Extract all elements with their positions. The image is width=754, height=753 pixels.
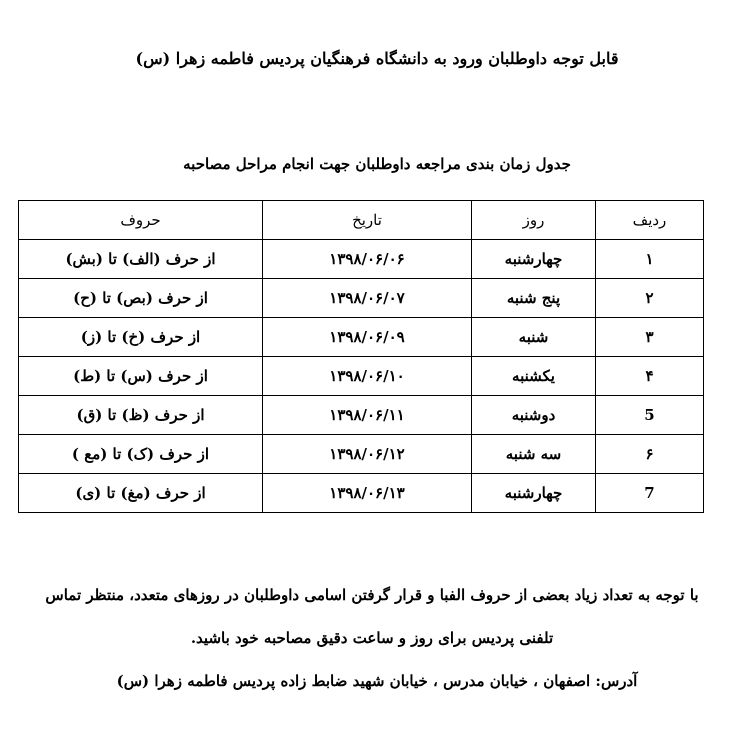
table-row [19, 318, 704, 357]
table-header-row [19, 201, 704, 240]
cell-rooz: چهارشنبه [472, 240, 596, 279]
cell-tarikh: ۱۳۹۸/۰۶/۱۳ [263, 474, 472, 513]
column-header-tarikh: تاریخ [263, 201, 472, 240]
column-header-rooz: روز [472, 201, 596, 240]
cell-rooz: سه شنبه [472, 435, 596, 474]
cell-tarikh: ۱۳۹۸/۰۶/۰۹ [263, 318, 472, 357]
cell-radif: ۴ [596, 357, 704, 396]
cell-rooz: دوشنبه [472, 396, 596, 435]
cell-rooz: پنج شنبه [472, 279, 596, 318]
cell-horoof: از حرف (بص) تا (ح) [19, 279, 263, 318]
cell-tarikh: ۱۳۹۸/۰۶/۰۷ [263, 279, 472, 318]
cell-tarikh: ۱۳۹۸/۰۶/۱۰ [263, 357, 472, 396]
table-row [19, 240, 704, 279]
cell-radif: ۱ [596, 240, 704, 279]
cell-tarikh: ۱۳۹۸/۰۶/۱۲ [263, 435, 472, 474]
cell-radif: 5 [596, 396, 704, 435]
cell-radif: 7 [596, 474, 704, 513]
cell-horoof: از حرف (خ) تا (ز) [19, 318, 263, 357]
cell-radif: ۶ [596, 435, 704, 474]
cell-horoof: از حرف (الف) تا (بش) [19, 240, 263, 279]
address-line: آدرس: اصفهان ، خیابان مدرس ، خیابان شهید ضابط زاده پردیس فاطمه زهرا (س) [116, 672, 638, 690]
cell-rooz: یکشنبه [472, 357, 596, 396]
table-row [19, 279, 704, 318]
cell-rooz: شنبه [472, 318, 596, 357]
table-caption: جدول زمان بندی مراجعه داوطلبان جهت انجام مراحل مصاحبه [183, 155, 571, 173]
cell-rooz: چهارشنبه [472, 474, 596, 513]
cell-radif: ۳ [596, 318, 704, 357]
page-heading: قابل توجه داوطلبان ورود به دانشگاه فرهنگیان پردیس فاطمه زهرا (س) [135, 49, 619, 68]
note-paragraph: با توجه به تعداد زیاد بعضی از حروف الفبا و قرار گرفتن اسامی داوطلبان در روزهای متعدد، منتظر تماس تلفنی پردیس برای روز و ساعت دقیق مصاحبه خود باشید. [45, 586, 699, 647]
cell-horoof: از حرف (س) تا (ط) [19, 357, 263, 396]
table-row [19, 357, 704, 396]
cell-horoof: از حرف (ظ) تا (ق) [19, 396, 263, 435]
cell-tarikh: ۱۳۹۸/۰۶/۰۶ [263, 240, 472, 279]
cell-horoof: از حرف (ک) تا (مع ) [19, 435, 263, 474]
schedule-table [18, 200, 704, 513]
table-row [19, 396, 704, 435]
table-row [19, 435, 704, 474]
cell-radif: ۲ [596, 279, 704, 318]
column-header-horoof: حروف [19, 201, 263, 240]
cell-tarikh: ۱۳۹۸/۰۶/۱۱ [263, 396, 472, 435]
cell-horoof: از حرف (مغ) تا (ی) [19, 474, 263, 513]
column-header-radif: ردیف [596, 201, 704, 240]
table-row [19, 474, 704, 513]
